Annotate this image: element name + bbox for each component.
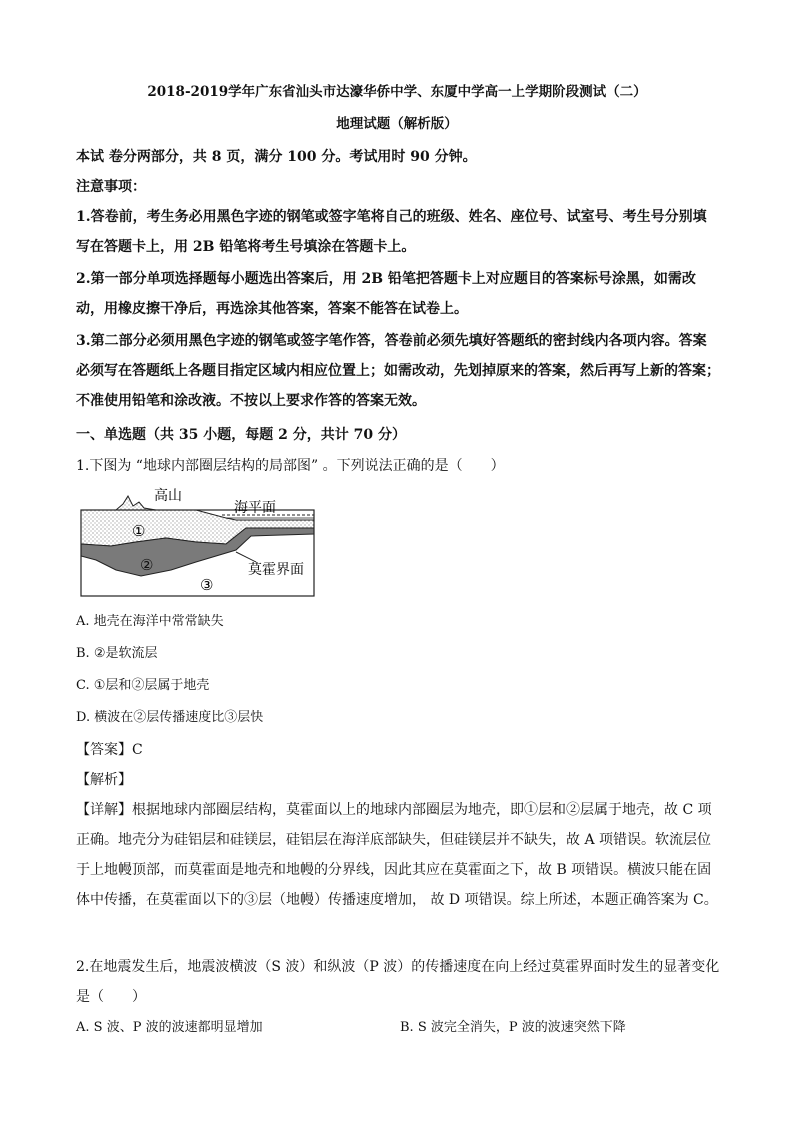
exam-intro: 本试 卷分两部分，共 8 页，满分 100 分。考试用时 90 分钟。: [76, 149, 477, 165]
q1-analysis: 【详解】根据地球内部圈层结构，莫霍面以上的地球内部圈层为地壳，即①层和②层属于地壳，故 C 项正确。地壳分为硅铝层和硅镁层，硅铝层在海洋底部缺失，但硅镁层并不缺失，故 A 项错误。软流层位于上地幔顶部，而莫霍面是地壳和地幔的分界线，因此其应在莫霍面之下，故 B 项错误。横波只能在固体中传播，在莫霍面以下的③层（地幔）传播速度增加， 故 D 项错误。综上所述，本题正确答案为 C。: [76, 802, 718, 908]
notice-1: 1.答卷前，考生务必用黑色字迹的钢笔或签字笔将自己的班级、姓名、座位号、试室号、考生号分别填写在答题卡上，用 2B 铅笔将考生号填涂在答题卡上。: [76, 209, 707, 255]
layer-1-shape: [81, 496, 314, 546]
label-mountain: 高山: [154, 488, 182, 504]
q1-option-a: A. 地壳在海洋中常常缺失: [76, 614, 224, 629]
q1-option-b: B. ②是软流层: [76, 646, 158, 661]
notice-2: 2.第一部分单项选择题每小题选出答案后，用 2B 铅笔把答题卡上对应题目的答案标号涂黑，如需改动，用橡皮擦干净后，再选涂其他答案，答案不能答在试卷上。: [76, 271, 696, 317]
question-2-stem: 2.在地震发生后，地震波横波（S 波）和纵波（P 波）的传播速度在向上经过莫霍界面时发生的显著变化是（ ）: [76, 959, 720, 1005]
notice-heading: 注意事项：: [76, 179, 146, 195]
q2-option-a: A. S 波、P 波的波速都明显增加: [76, 1020, 263, 1035]
moho-leader-line: [236, 552, 256, 562]
q1-analysis-label: 【解析】: [76, 772, 132, 788]
label-sea-level: 海平面: [234, 500, 276, 516]
q2-option-b: B. S 波完全消失，P 波的波速突然下降: [400, 1020, 626, 1035]
section-heading: 一、单选题（共 35 小题，每题 2 分，共计 70 分）: [76, 427, 406, 443]
label-moho: 莫霍界面: [248, 562, 304, 578]
label-layer-1: ①: [132, 522, 146, 540]
notice-3: 3.第二部分必须用黑色字迹的钢笔或签字笔作答，答卷前必须先填好答题纸的密封线内各项内容。答案必须写在答题纸上各题目指定区域内相应位置上；如需改动，先划掉原来的答案，然后再写上新的答案；不准使用铅笔和涂改液。不按以上要求作答的答案无效。: [76, 333, 720, 409]
q1-answer: 【答案】C: [76, 742, 143, 758]
q1-option-d: D. 横波在②层传播速度比③层快: [76, 710, 264, 725]
question-1-stem: 1.下图为 “地球内部圈层结构的局部图” 。下列说法正确的是（ ）: [76, 458, 505, 474]
page-title: 2018-2019学年广东省汕头市达濠华侨中学、东厦中学高一上学期阶段测试（二）: [147, 84, 647, 100]
q1-option-c: C. ①层和②层属于地壳: [76, 678, 210, 693]
page-subtitle: 地理试题（解析版）: [336, 116, 458, 132]
label-layer-2: ②: [140, 556, 154, 574]
earth-layers-figure: [76, 484, 316, 599]
label-layer-3: ③: [200, 576, 214, 594]
